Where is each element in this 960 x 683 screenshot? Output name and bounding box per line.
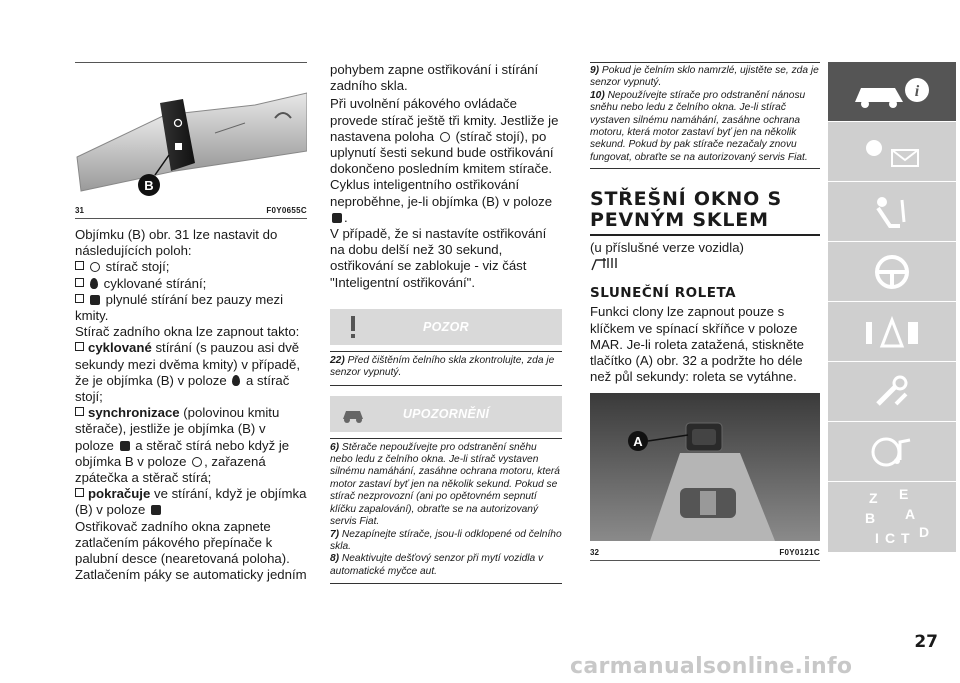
paragraph-2c: . — [344, 209, 348, 225]
continuous-symbol-icon — [332, 213, 342, 223]
subsection-title: SLUNEČNÍ ROLETA — [590, 285, 737, 302]
car-info-icon — [847, 72, 937, 112]
figure-number: 31 — [75, 206, 84, 215]
paragraph-2 — [330, 96, 562, 226]
note-8-text: Neaktivujte dešťový senzor při mytí vozidla v automatické myčce aut. — [330, 553, 544, 577]
letter-z: Z — [869, 490, 878, 506]
note-8-number: 8) — [330, 553, 340, 565]
column-1 — [75, 62, 307, 583]
pozor-title: POZOR — [423, 319, 469, 334]
callout-b: B — [144, 178, 154, 193]
section-title: STŘEŠNÍ OKNO S PEVNÝM SKLEM — [590, 189, 820, 236]
page-number: 27 — [914, 632, 938, 652]
letter-i: I — [875, 530, 879, 546]
wrench-icon — [852, 372, 932, 412]
off-symbol-icon — [90, 262, 100, 272]
paragraph-3: V případě, že si nastavíte ostřikování na dobu delší než 30 sekund, ostřikování se zablokuje - viz část "Inteligentní ostřikování". — [330, 226, 547, 290]
pozor-note-number: 22) — [330, 354, 345, 366]
figure-32 — [590, 393, 820, 561]
drop-symbol-icon — [90, 278, 98, 289]
option-stop-text: stírač stojí; — [105, 259, 170, 275]
bullet-icon — [75, 488, 84, 497]
note-10 — [590, 90, 820, 164]
bullet-icon — [75, 278, 84, 287]
continuous-symbol-icon — [151, 505, 161, 515]
mode-continue-text: ve stírání, když je objímka (B) v poloze — [75, 486, 307, 518]
letter-a: A — [905, 506, 916, 522]
option-continuous-text: plynulé stírání bez pauzy mezi kmity. — [75, 291, 284, 324]
index-letters-icon — [847, 485, 937, 549]
note-10-number: 10) — [590, 89, 605, 101]
bullet-icon — [75, 407, 84, 416]
upozorneni-title: UPOZORNĚNÍ — [402, 406, 490, 421]
pozor-box — [330, 309, 562, 386]
note-7-text: Nezapínejte stírače, jsou-li odklopené od čelního skla. — [330, 528, 562, 552]
note-6 — [330, 442, 562, 529]
figure-code: F0Y0121C — [779, 548, 820, 558]
sunroof-button-photo — [590, 393, 820, 541]
letter-t: T — [901, 530, 910, 546]
note-10-text: Nepoužívejte stírače pro odstranění nánosu sněhu nebo ledu z čelního okna. Je-li stírač vystaven silnému namáhání, zasáhne ochrana motoru, která motor zastaví byť jen na několik sekund. Pokud by pak stírače nezačaly znovu fungovat, obraťte se na autorizovaný servis Fiat. — [590, 89, 808, 163]
section-note: (u příslušné verze vozidla) — [590, 240, 744, 256]
bullet-icon — [75, 342, 84, 351]
callout-a: A — [633, 434, 643, 450]
continuous-symbol-icon — [90, 295, 100, 305]
tab-index[interactable] — [828, 482, 956, 553]
option-stop — [75, 259, 307, 275]
tab-car-info[interactable] — [828, 62, 956, 122]
tab-safety[interactable] — [828, 182, 956, 242]
watermark: carmanualsonline.info — [570, 654, 853, 679]
note-9-number: 9) — [590, 65, 600, 76]
svg-text:i: i — [914, 82, 920, 100]
mode-continue — [75, 486, 307, 518]
bullet-icon — [75, 261, 84, 270]
column-3 — [590, 62, 820, 561]
note-9 — [590, 65, 820, 90]
option-cyclic-text: cyklované stírání; — [103, 275, 207, 291]
letter-b: B — [865, 510, 876, 526]
pozor-body — [330, 351, 562, 386]
mode-cyclic — [75, 340, 307, 405]
mode-sync-title: synchronizace — [88, 405, 180, 421]
paragraph-1: pohybem zapne ostřikování i stírání zadního skla. — [330, 62, 539, 94]
letter-d: D — [919, 524, 930, 540]
figure-code: F0Y0655C — [266, 206, 307, 215]
pozor-note-text: Před čištěním čelního skla zkontrolujte, zda je senzor vypnutý. — [330, 354, 555, 379]
mode-sync-text: (polovinou kmitu stěrače), jestliže je objímka (B) v poloze — [75, 405, 280, 453]
drop-symbol-icon — [232, 375, 240, 386]
option-continuous — [75, 292, 307, 324]
note-6-number: 6) — [330, 441, 340, 453]
note-8 — [330, 553, 562, 578]
pozor-header — [330, 309, 562, 345]
upozorneni-header — [330, 396, 562, 432]
bullet-icon — [75, 294, 84, 303]
music-icon — [852, 432, 932, 472]
continued-notes — [590, 62, 820, 169]
subsection-text: Funkci clony lze zapnout pouze s klíčkem ve spínací skříňce v poloze MAR. Je-li roleta zatažená, stiskněte tlačítko (A) obr. 32 a podržte ho déle než půl sekundy: roleta se vytáhne. — [590, 304, 805, 385]
pozor-note — [330, 355, 562, 380]
upozorneni-body — [330, 438, 562, 584]
mode-sync-mid: a stěrač stírá nebo když je objímka B v poloze — [75, 437, 290, 469]
steering-icon — [852, 252, 932, 292]
tab-warnings[interactable] — [828, 302, 956, 362]
note-9-text: Pokud je čelním sklo namrzlé, ujistěte se, zda je senzor vypnutý. — [590, 65, 819, 89]
note-6-text: Stěrače nepoužívejte pro odstranění sněhu nebo ledu z čelního okna. Je-li stírač vystaven silnému namáhání, zasáhne ochrana motoru, která motor zastaví byť jen na několik sekund. Pokud se stírač nezprovozní (ani po opětovném sepnutí klíčku zapalování), obraťte se na autorizovaný servis Fiat. — [330, 441, 560, 528]
figure-31 — [75, 62, 307, 219]
tab-multimedia[interactable] — [828, 422, 956, 482]
figure-number: 32 — [590, 548, 599, 558]
tab-lights[interactable] — [828, 122, 956, 182]
continuous-symbol-icon — [120, 441, 130, 451]
airbag-icon — [852, 192, 932, 232]
upozorneni-box — [330, 396, 562, 584]
figure-32-caption — [590, 546, 820, 561]
tab-maintenance[interactable] — [828, 362, 956, 422]
rear-intro: Stírač zadního okna lze zapnout takto: — [75, 324, 300, 340]
mode-sync — [75, 405, 307, 486]
lights-icon — [852, 132, 932, 172]
mode-cyclic-tail: a stírač stojí; — [75, 372, 290, 405]
figure-31-caption — [75, 204, 307, 219]
mode-sync-tail: , zařazená zpátečka a stěrač stírá; — [75, 453, 266, 486]
letter-c: C — [885, 530, 896, 546]
paragraph-2a: Při uvolnění pákového ovládače provede stírač ještě tři kmity. Jestliže je nastavena poloha — [330, 96, 559, 144]
paragraph-final: Ostřikovač zadního okna zapnete zatlačením pákového přepínače k palubní desce (nearetovaná poloha). Zatlačením páky se automaticky jedním — [75, 518, 307, 583]
chapter-tabs — [828, 62, 956, 553]
option-cyclic — [75, 276, 307, 292]
off-symbol-icon — [192, 457, 202, 467]
tab-driving[interactable] — [828, 242, 956, 302]
paragraph-intro: Objímku (B) obr. 31 lze nastavit do následujících poloh: — [75, 227, 278, 259]
sunroof-icon — [590, 256, 618, 272]
wiper-stalk-illustration — [75, 63, 307, 199]
mode-continue-title: pokračuje — [88, 486, 151, 502]
letter-e: E — [899, 486, 909, 502]
off-symbol-icon — [440, 132, 450, 142]
note-7-number: 7) — [330, 528, 340, 540]
mode-cyclic-text: stírání (s pauzou asi dvě sekundy mezi dvěma kmity) v případě, že je objímka (B) v poloze — [75, 340, 301, 388]
note-7 — [330, 529, 562, 554]
warning-triangle-icon — [852, 312, 932, 352]
mode-cyclic-title: cyklované — [88, 340, 152, 356]
column-2 — [330, 62, 562, 584]
paragraph-2b: (stírač stojí), po uplynutí šesti sekund bude ostřikování dokončeno posledním kmitem stírače. Cyklus inteligentního ostřikování neproběhne, je-li objímka (B) v poloze — [330, 128, 554, 209]
